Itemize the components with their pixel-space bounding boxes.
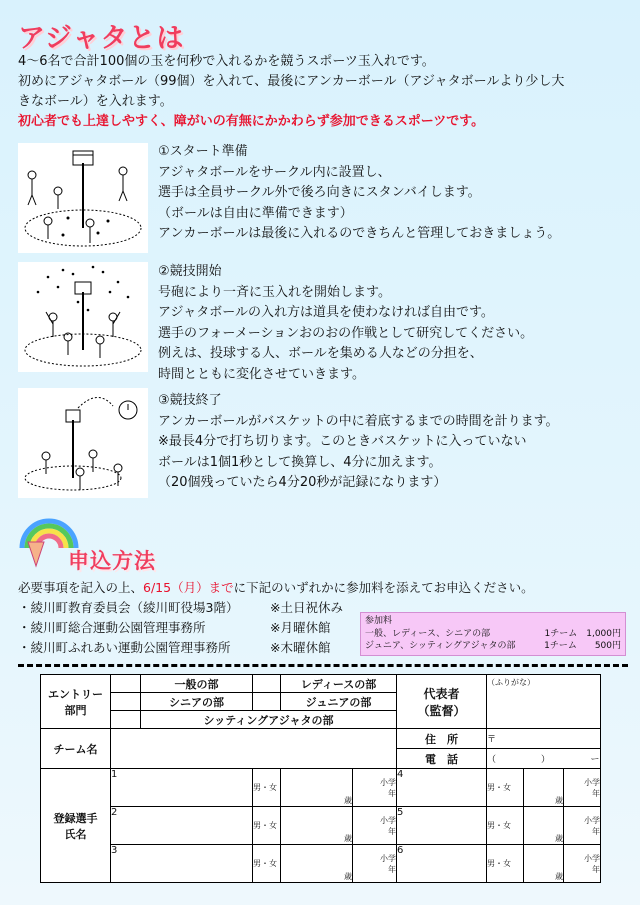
office-name: ・綾川町ふれあい運動公園管理事務所	[18, 640, 231, 655]
division-ladies: レディースの部	[281, 675, 397, 693]
phone-field[interactable]: （ ） ー	[487, 749, 601, 769]
intro-line: 4～6名で合計100個の玉を何秒で入れるかを競うスポーツ玉入れです。	[18, 54, 435, 69]
fee-value: 1チーム 1,000円	[544, 628, 621, 639]
representative-label: 代表者 （監督）	[397, 675, 487, 729]
step-line: （20個残っていたら4分20秒が記録になります）	[158, 475, 447, 490]
intro-line: 初めにアジャタボール（99個）を入れて、最後にアンカーボール（アジャタボールより少し大	[18, 74, 565, 89]
step-line: ※最長4分で打ち切ります。このときバスケットに入っていない	[158, 434, 527, 449]
intro	[18, 52, 630, 132]
fee-box	[360, 612, 626, 656]
player-name-field[interactable]: 3	[111, 845, 253, 883]
step-game-start	[158, 262, 628, 385]
step-game-end	[158, 391, 628, 494]
step-heading: ③競技終了	[158, 393, 222, 408]
gender-field[interactable]: 男・女	[253, 845, 281, 883]
game-start-illustration	[18, 262, 148, 372]
grade-field[interactable]: 小学 年	[353, 845, 397, 883]
apply-text: 必要事項を記入の上、	[18, 580, 144, 595]
age-field[interactable]: 歳	[281, 807, 353, 845]
age-field[interactable]: 歳	[524, 845, 564, 883]
grade-field[interactable]: 小学 年	[564, 807, 601, 845]
grade-field[interactable]: 小学 年	[564, 845, 601, 883]
gender-field[interactable]: 男・女	[253, 769, 281, 807]
fee-label: ジュニア、シッティングアジャタの部	[365, 641, 516, 651]
intro-highlight: 初心者でも上達しやすく、障がいの有無にかかわらず参加できるスポーツです。	[18, 114, 485, 129]
step-line: アジャタボールの入れ方は道具を使わなければ自由です。	[158, 305, 494, 320]
apply-text: に下記のいずれかに参加料を添えてお申込ください。	[233, 580, 534, 595]
checkbox[interactable]	[111, 711, 141, 729]
grade-field[interactable]: 小学 年	[353, 769, 397, 807]
apply-deadline: 6/15（月）まで	[143, 580, 234, 595]
grade-field[interactable]: 小学 年	[353, 807, 397, 845]
step-start	[158, 142, 628, 245]
gender-field[interactable]: 男・女	[253, 807, 281, 845]
cut-line	[18, 664, 628, 667]
player-name-field[interactable]: 1	[111, 769, 253, 807]
gender-field[interactable]: 男・女	[487, 807, 524, 845]
office-note: ※木曜休館	[270, 640, 331, 655]
entry-label: エントリー 部門	[41, 675, 111, 729]
player-name-field[interactable]: 5	[397, 807, 487, 845]
division-sitting: シッティングアジャタの部	[141, 711, 397, 729]
office-note: ※土日祝休み	[270, 600, 343, 615]
gender-field[interactable]: 男・女	[487, 769, 524, 807]
step-line: 号砲により一斉に玉入れを開始します。	[158, 284, 391, 300]
division-junior: ジュニアの部	[281, 693, 397, 711]
player-name-field[interactable]: 4	[397, 769, 487, 807]
checkbox[interactable]	[253, 675, 281, 693]
checkbox[interactable]	[111, 693, 141, 711]
office-item	[18, 598, 343, 616]
step-line: （ボールは自由に準備できます）	[158, 205, 353, 221]
office-note: ※月曜休館	[270, 620, 331, 635]
players-label: 登録選手 氏名	[41, 769, 111, 883]
checkbox[interactable]	[253, 693, 281, 711]
address-field[interactable]: 〒	[487, 729, 601, 749]
apply-instructions	[18, 578, 534, 596]
grade-field[interactable]: 小学 年	[564, 769, 601, 807]
checkbox[interactable]	[111, 675, 141, 693]
fee-label: 一般、レディース、シニアの部	[365, 628, 491, 639]
team-name-field[interactable]	[111, 729, 397, 769]
page-title: アジャタとは	[18, 23, 185, 54]
player-name-field[interactable]: 2	[111, 807, 253, 845]
office-item	[18, 638, 331, 656]
step-line: 選手は全員サークル外で後ろ向きにスタンバイします。	[158, 185, 481, 200]
address-label: 住 所	[397, 729, 487, 749]
apply-title: 申込方法	[68, 549, 156, 573]
fee-title: 参加料	[365, 616, 393, 626]
step-line: アンカーボールは最後に入れるのできちんと管理しておきましょう。	[158, 226, 561, 241]
office-item	[18, 618, 331, 636]
step-line: ボールは1個1秒として換算し、4分に加えます。	[158, 454, 442, 470]
player-name-field[interactable]: 6	[397, 845, 487, 883]
step-line: アジャタボールをサークル内に設置し、	[158, 164, 391, 180]
gender-field[interactable]: 男・女	[487, 845, 524, 883]
age-field[interactable]: 歳	[524, 807, 564, 845]
age-field[interactable]: 歳	[281, 769, 353, 807]
team-label: チーム名	[41, 729, 111, 769]
office-name: ・綾川町教育委員会（綾川町役場3階）	[18, 600, 239, 615]
step-heading: ②競技開始	[158, 264, 222, 279]
age-field[interactable]: 歳	[524, 769, 564, 807]
division-general: 一般の部	[141, 675, 253, 693]
intro-line: きなボール）を入れます。	[18, 94, 173, 109]
step-line: 選手のフォーメーションおのおの作戦として研究してください。	[158, 325, 534, 341]
step-line: 例えは、投球する人、ボールを集める人などの分担を、	[158, 346, 483, 361]
phone-label: 電 話	[397, 749, 487, 769]
start-illustration	[18, 143, 148, 253]
office-name: ・綾川町総合運動公園管理事務所	[18, 620, 206, 635]
entry-form	[40, 674, 601, 883]
step-line: アンカーボールがバスケットの中に着底するまでの時間を計ります。	[158, 413, 559, 429]
step-heading: ①スタート準備	[158, 144, 248, 159]
step-line: 時間とともに変化させていきます。	[158, 366, 365, 382]
age-field[interactable]: 歳	[281, 845, 353, 883]
division-senior: シニアの部	[141, 693, 253, 711]
representative-field[interactable]: （ふりがな）	[487, 675, 601, 729]
game-end-illustration	[18, 388, 148, 498]
fee-value: 1チーム 500円	[544, 641, 621, 651]
